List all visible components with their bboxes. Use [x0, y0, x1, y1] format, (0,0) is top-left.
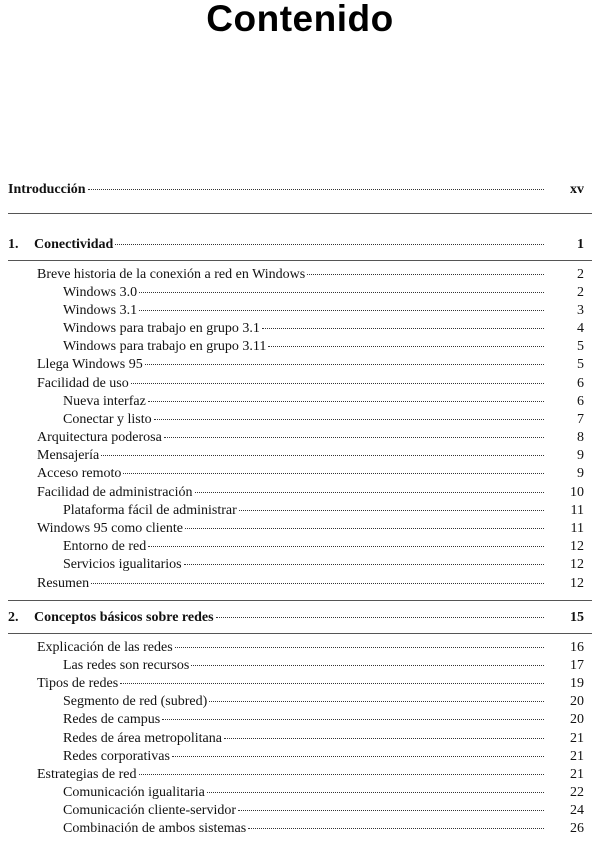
- toc-entry-page: 26: [570, 821, 584, 836]
- toc-entry-label: Tipos de redes: [37, 676, 119, 691]
- toc-entry: [37, 466, 584, 482]
- leader-dots: [88, 188, 544, 190]
- toc-chapter: [8, 610, 584, 626]
- chapter-page: 15: [570, 610, 584, 625]
- toc-entry: [37, 485, 584, 501]
- toc-entry-page: 21: [570, 749, 584, 764]
- toc-subentry: [63, 285, 584, 301]
- leader-dots: [148, 545, 544, 547]
- page-title: Contenido: [206, 0, 394, 39]
- toc-entry-page: 20: [570, 694, 584, 709]
- toc-entry: [37, 767, 584, 783]
- toc-entry-page: 12: [570, 576, 584, 591]
- toc-entry-label: Facilidad de administración: [37, 485, 193, 500]
- leader-dots: [175, 646, 544, 648]
- toc-entry-page: 19: [570, 676, 584, 691]
- leader-dots: [238, 809, 544, 811]
- leader-dots: [191, 664, 544, 666]
- leader-dots: [123, 472, 544, 474]
- toc-entry-page: 11: [570, 503, 584, 518]
- toc-entry-page: 17: [570, 658, 584, 673]
- toc-entry-page: 20: [570, 712, 584, 727]
- leader-dots: [268, 345, 544, 347]
- toc-entry-label: Resumen: [37, 576, 90, 591]
- toc-subentry: [63, 339, 584, 355]
- toc-subentry: [63, 821, 584, 837]
- toc-subentry: [63, 412, 584, 428]
- leader-dots: [172, 755, 544, 757]
- leader-dots: [216, 616, 544, 618]
- toc-entry-label: Conectar y listo: [63, 412, 152, 427]
- toc-entry: [37, 576, 584, 592]
- toc-entry-page: 7: [577, 412, 584, 427]
- chapter-number: 1.: [8, 237, 19, 252]
- leader-dots: [120, 682, 544, 684]
- toc-entry-page: 12: [570, 557, 584, 572]
- toc-subentry: [63, 303, 584, 319]
- toc-subentry: [63, 803, 584, 819]
- toc-entry-page: 8: [577, 430, 584, 445]
- leader-dots: [139, 309, 544, 311]
- toc-intro-label: Introducción: [8, 182, 86, 197]
- toc-entry-label: Servicios igualitarios: [63, 557, 182, 572]
- toc-entry-page: 2: [577, 285, 584, 300]
- toc-subentry: [63, 503, 584, 519]
- leader-dots: [101, 454, 544, 456]
- toc-entry-page: 6: [577, 394, 584, 409]
- leader-dots: [262, 327, 544, 329]
- toc-subentry: [63, 394, 584, 410]
- toc-subentry: [63, 712, 584, 728]
- toc-entry: [37, 676, 584, 692]
- toc-entry: [37, 376, 584, 392]
- divider: [8, 633, 592, 634]
- toc-subentry: [63, 785, 584, 801]
- toc-entry-label: Nueva interfaz: [63, 394, 146, 409]
- toc-intro: [8, 182, 584, 198]
- leader-dots: [185, 527, 544, 529]
- toc-entry-page: 5: [577, 339, 584, 354]
- toc-entry-label: Redes de área metropolitana: [63, 731, 222, 746]
- toc-entry-page: 6: [577, 376, 584, 391]
- divider: [8, 213, 592, 214]
- toc-entry-page: 3: [577, 303, 584, 318]
- leader-dots: [91, 582, 544, 584]
- toc-entry-label: Facilidad de uso: [37, 376, 129, 391]
- toc-entry-page: 12: [570, 539, 584, 554]
- leader-dots: [164, 436, 544, 438]
- toc-entry-page: 24: [570, 803, 584, 818]
- toc-entry-label: Mensajería: [37, 448, 100, 463]
- toc-entry-label: Segmento de red (subred): [63, 694, 208, 709]
- toc-entry-page: 22: [570, 785, 584, 800]
- toc-entry-label: Entorno de red: [63, 539, 147, 554]
- toc-chapter-label: [8, 237, 113, 253]
- toc-entry: [37, 267, 584, 283]
- leader-dots: [162, 718, 544, 720]
- divider: [8, 600, 592, 601]
- toc-subentry: [63, 749, 584, 765]
- toc-entry-page: 5: [577, 357, 584, 372]
- toc-entry: [37, 521, 584, 537]
- toc-entry: [37, 448, 584, 464]
- toc-entry-label: Windows para trabajo en grupo 3.11: [63, 339, 267, 354]
- toc-subentry: [63, 321, 584, 337]
- divider: [8, 260, 592, 261]
- toc-entry-label: Windows 95 como cliente: [37, 521, 184, 536]
- toc-intro-page: xv: [570, 182, 584, 197]
- toc-entry-label: Windows para trabajo en grupo 3.1: [63, 321, 260, 336]
- toc-entry-label: Redes de campus: [63, 712, 161, 727]
- leader-dots: [154, 418, 544, 420]
- leader-dots: [184, 563, 544, 565]
- chapter-page: 1: [577, 237, 584, 252]
- toc-entry-label: Arquitectura poderosa: [37, 430, 162, 445]
- toc-entry-page: 11: [570, 521, 584, 536]
- toc-entry-label: Plataforma fácil de administrar: [63, 503, 237, 518]
- toc-entry-label: Estrategias de red: [37, 767, 137, 782]
- toc-entry-label: Explicación de las redes: [37, 640, 173, 655]
- toc-entry: [37, 357, 584, 373]
- toc-entry-page: 9: [577, 466, 584, 481]
- leader-dots: [209, 700, 544, 702]
- toc-entry-label: Windows 3.1: [63, 303, 138, 318]
- leader-dots: [139, 291, 544, 293]
- leader-dots: [145, 363, 544, 365]
- leader-dots: [131, 382, 544, 384]
- toc-entry-label: Comunicación cliente-servidor: [63, 803, 236, 818]
- leader-dots: [115, 243, 544, 245]
- leader-dots: [139, 773, 544, 775]
- toc-entry-page: 16: [570, 640, 584, 655]
- toc-entry: [37, 640, 584, 656]
- leader-dots: [307, 273, 544, 275]
- leader-dots: [239, 509, 544, 511]
- toc-entry-label: Breve historia de la conexión a red en Windows: [37, 267, 306, 282]
- toc-subentry: [63, 539, 584, 555]
- toc-entry-page: 4: [577, 321, 584, 336]
- toc-entry-page: 10: [570, 485, 584, 500]
- toc-entry-label: Windows 3.0: [63, 285, 138, 300]
- toc-entry-label: Acceso remoto: [37, 466, 122, 481]
- toc-entry-label: Redes corporativas: [63, 749, 170, 764]
- toc-subentry: [63, 557, 584, 573]
- toc-entry-label: Las redes son recursos: [63, 658, 190, 673]
- toc-subentry: [63, 658, 584, 674]
- toc-chapter: [8, 237, 584, 253]
- leader-dots: [148, 400, 544, 402]
- chapter-title: Conceptos básicos sobre redes: [34, 610, 214, 625]
- toc-entry-page: 21: [570, 767, 584, 782]
- toc-entry-label: Llega Windows 95: [37, 357, 143, 372]
- chapter-number: 2.: [8, 610, 19, 625]
- toc-entry: [37, 430, 584, 446]
- leader-dots: [207, 791, 544, 793]
- toc-entry-page: 21: [570, 731, 584, 746]
- toc-entry-label: Comunicación igualitaria: [63, 785, 205, 800]
- toc-subentry: [63, 694, 584, 710]
- toc-subentry: [63, 731, 584, 747]
- toc-entry-label: Combinación de ambos sistemas: [63, 821, 247, 836]
- leader-dots: [195, 491, 544, 493]
- leader-dots: [224, 737, 544, 739]
- toc-chapter-label: [8, 610, 214, 626]
- chapter-title: Conectividad: [34, 237, 114, 252]
- toc-entry-page: 2: [577, 267, 584, 282]
- toc-entry-page: 9: [577, 448, 584, 463]
- leader-dots: [248, 827, 544, 829]
